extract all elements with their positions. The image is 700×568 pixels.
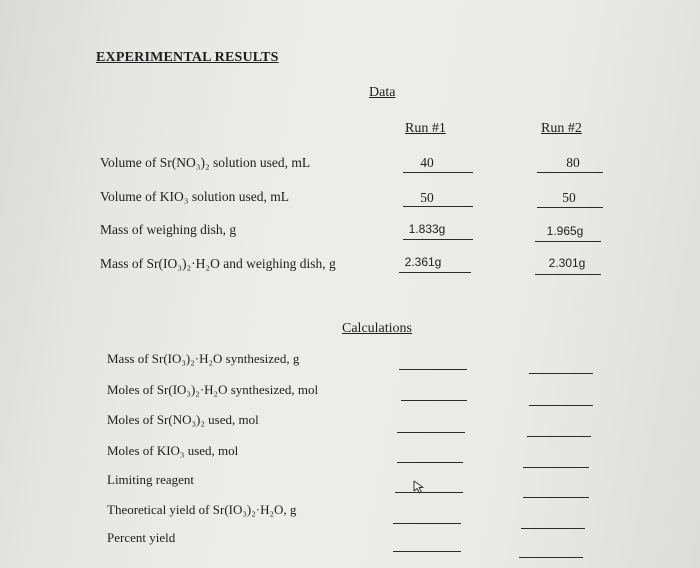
page-title: EXPERIMENTAL RESULTS xyxy=(96,50,279,65)
data-row-label: Volume of Sr(NO₃)₂ solution used, mL xyxy=(100,155,311,170)
answer-line-run2 xyxy=(527,436,591,437)
answer-line-run1 xyxy=(399,369,467,370)
answer-line-run1 xyxy=(395,492,463,493)
calc-row-label: Theoretical yield of Sr(IO₃)₂·H₂O, g xyxy=(107,502,297,517)
answer-line-run2 xyxy=(529,373,593,374)
calc-row-label: Moles of Sr(NO₃)₂ used, mol xyxy=(107,412,259,427)
answer-line xyxy=(535,274,601,275)
run1-header: Run #1 xyxy=(405,121,446,136)
run2-value: 80 xyxy=(566,155,580,170)
run2-value: 2.301g xyxy=(548,256,586,270)
answer-line-run1 xyxy=(393,551,461,552)
answer-line-run2 xyxy=(523,497,589,498)
calc-row-label: Moles of Sr(IO₃)₂·H₂O synthesized, mol xyxy=(107,382,319,397)
answer-line xyxy=(535,241,601,242)
answer-line xyxy=(399,272,471,273)
calc-row-label: Mass of Sr(IO₃)₂·H₂O synthesized, g xyxy=(107,351,300,366)
calculations-heading: Calculations xyxy=(342,321,412,336)
answer-line-run1 xyxy=(401,400,467,401)
run2-header: Run #2 xyxy=(541,121,582,136)
data-row-label: Mass of weighing dish, g xyxy=(100,222,237,237)
answer-line xyxy=(537,172,603,173)
calc-row-label: Percent yield xyxy=(107,530,176,545)
answer-line-run2 xyxy=(519,557,583,558)
run1-value: 1.833g xyxy=(408,222,446,236)
answer-line-run2 xyxy=(529,405,593,406)
data-row-label: Mass of Sr(IO₃)₂·H₂O and weighing dish, g xyxy=(100,256,336,271)
run1-value: 40 xyxy=(420,155,434,170)
answer-line-run2 xyxy=(521,528,585,529)
run2-value: 1.965g xyxy=(546,224,584,238)
mouse-pointer-icon xyxy=(413,480,427,494)
answer-line-run2 xyxy=(523,467,589,468)
run1-value: 50 xyxy=(420,190,434,205)
answer-line xyxy=(403,239,473,240)
run2-value: 50 xyxy=(562,190,576,205)
data-row-label: Volume of KIO₃ solution used, mL xyxy=(100,189,289,204)
calc-row-label: Moles of KIO₃ used, mol xyxy=(107,443,239,458)
data-heading: Data xyxy=(369,85,396,100)
run1-value: 2.361g xyxy=(404,255,442,269)
answer-line-run1 xyxy=(397,462,463,463)
answer-line-run1 xyxy=(397,432,465,433)
calc-row-label: Limiting reagent xyxy=(107,472,195,487)
answer-line xyxy=(403,172,473,173)
answer-line xyxy=(537,207,603,208)
answer-line-run1 xyxy=(393,523,461,524)
answer-line xyxy=(403,206,473,207)
